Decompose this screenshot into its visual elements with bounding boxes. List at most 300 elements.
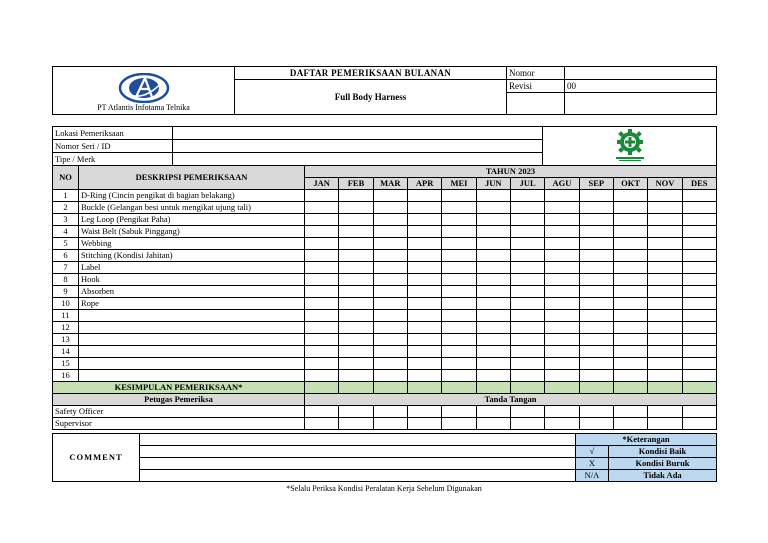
- month-header-agu: AGU: [545, 178, 579, 190]
- check-cell-feb[interactable]: [339, 226, 373, 238]
- signature-cell-des[interactable]: [682, 406, 716, 418]
- check-cell-feb[interactable]: [339, 190, 373, 202]
- check-cell-mei[interactable]: [442, 274, 476, 286]
- check-cell-sep[interactable]: [579, 286, 613, 298]
- check-cell-apr[interactable]: [407, 214, 441, 226]
- check-cell-apr[interactable]: [407, 346, 441, 358]
- check-cell-jul[interactable]: [510, 310, 544, 322]
- item-number: 12: [53, 322, 79, 334]
- check-cell-agu[interactable]: [545, 358, 579, 370]
- check-cell-des[interactable]: [682, 274, 716, 286]
- signature-cell-jun[interactable]: [476, 418, 510, 430]
- legend-text-bad: Kondisi Buruk: [609, 458, 717, 470]
- check-cell-okt[interactable]: [613, 346, 647, 358]
- check-cell-nov[interactable]: [648, 214, 682, 226]
- check-cell-okt[interactable]: [613, 190, 647, 202]
- check-cell-agu[interactable]: [545, 274, 579, 286]
- check-cell-jul[interactable]: [510, 202, 544, 214]
- check-cell-jan[interactable]: [305, 346, 339, 358]
- item-number: 15: [53, 358, 79, 370]
- check-cell-mar[interactable]: [373, 286, 407, 298]
- table-row: [53, 190, 717, 202]
- comment-label: COMMENT: [53, 434, 140, 482]
- check-cell-mei[interactable]: [442, 190, 476, 202]
- check-cell-jun[interactable]: [476, 370, 510, 382]
- check-cell-nov[interactable]: [648, 238, 682, 250]
- item-number: 9: [53, 286, 79, 298]
- check-cell-mar[interactable]: [373, 274, 407, 286]
- check-cell-des[interactable]: [682, 370, 716, 382]
- check-cell-sep[interactable]: [579, 238, 613, 250]
- check-cell-apr[interactable]: [407, 322, 441, 334]
- check-cell-des[interactable]: [682, 250, 716, 262]
- table-row: [53, 226, 717, 238]
- check-cell-jul[interactable]: [510, 298, 544, 310]
- comment-section: [52, 433, 717, 482]
- month-header-des: DES: [682, 178, 716, 190]
- check-cell-apr[interactable]: [407, 262, 441, 274]
- item-description: Waist Belt (Sabuk Pinggang): [79, 226, 305, 238]
- check-cell-jun[interactable]: [476, 286, 510, 298]
- check-cell-jul[interactable]: [510, 286, 544, 298]
- check-cell-apr[interactable]: [407, 358, 441, 370]
- signature-cell-sep[interactable]: [579, 418, 613, 430]
- table-row: [53, 202, 717, 214]
- check-cell-nov[interactable]: [648, 262, 682, 274]
- check-cell-feb[interactable]: [339, 322, 373, 334]
- check-cell-jun[interactable]: [476, 238, 510, 250]
- item-number: 10: [53, 298, 79, 310]
- month-header-jul: JUL: [510, 178, 544, 190]
- comment-line[interactable]: [140, 458, 576, 470]
- check-cell-jun[interactable]: [476, 190, 510, 202]
- check-cell-jul[interactable]: [510, 274, 544, 286]
- check-cell-mei[interactable]: [442, 346, 476, 358]
- check-cell-jun[interactable]: [476, 322, 510, 334]
- check-cell-des[interactable]: [682, 214, 716, 226]
- check-cell-apr[interactable]: [407, 286, 441, 298]
- check-cell-jan[interactable]: [305, 202, 339, 214]
- check-cell-nov[interactable]: [648, 226, 682, 238]
- check-cell-nov[interactable]: [648, 358, 682, 370]
- revisi-value[interactable]: 00: [565, 80, 717, 93]
- kesimpulan-cell-jun[interactable]: [476, 382, 510, 394]
- signature-cell-mei[interactable]: [442, 418, 476, 430]
- check-cell-jan[interactable]: [305, 274, 339, 286]
- check-cell-jul[interactable]: [510, 250, 544, 262]
- check-cell-feb[interactable]: [339, 202, 373, 214]
- check-cell-okt[interactable]: [613, 250, 647, 262]
- table-row: [53, 262, 717, 274]
- check-cell-nov[interactable]: [648, 274, 682, 286]
- seri-label: Nomor Seri / ID: [53, 140, 173, 153]
- legend-symbol-bad: X: [576, 458, 609, 470]
- footnote: *Selalu Periksa Kondisi Peralatan Kerja Sebelum Digunakan: [286, 484, 482, 493]
- item-description: [79, 322, 305, 334]
- signature-cell-jul[interactable]: [510, 406, 544, 418]
- check-cell-jan[interactable]: [305, 358, 339, 370]
- check-cell-agu[interactable]: [545, 202, 579, 214]
- check-cell-mei[interactable]: [442, 250, 476, 262]
- role-label: Supervisor: [53, 418, 305, 430]
- check-cell-mar[interactable]: [373, 190, 407, 202]
- item-description: Leg Loop (Pengikat Paha): [79, 214, 305, 226]
- check-cell-mar[interactable]: [373, 322, 407, 334]
- check-cell-mar[interactable]: [373, 310, 407, 322]
- check-cell-sep[interactable]: [579, 334, 613, 346]
- check-cell-feb[interactable]: [339, 262, 373, 274]
- check-cell-mei[interactable]: [442, 202, 476, 214]
- check-cell-jan[interactable]: [305, 310, 339, 322]
- check-cell-feb[interactable]: [339, 358, 373, 370]
- kesimpulan-row: [53, 382, 717, 394]
- check-cell-agu[interactable]: [545, 370, 579, 382]
- check-cell-feb[interactable]: [339, 310, 373, 322]
- signature-cell-apr[interactable]: [407, 406, 441, 418]
- table-row: [53, 322, 717, 334]
- check-cell-agu[interactable]: [545, 298, 579, 310]
- check-cell-jul[interactable]: [510, 226, 544, 238]
- check-cell-okt[interactable]: [613, 286, 647, 298]
- item-number: 5: [53, 238, 79, 250]
- check-cell-sep[interactable]: [579, 322, 613, 334]
- check-cell-apr[interactable]: [407, 238, 441, 250]
- item-description: [79, 358, 305, 370]
- check-cell-apr[interactable]: [407, 226, 441, 238]
- check-cell-feb[interactable]: [339, 250, 373, 262]
- check-cell-des[interactable]: [682, 310, 716, 322]
- check-cell-okt[interactable]: [613, 358, 647, 370]
- check-cell-jul[interactable]: [510, 190, 544, 202]
- check-cell-sep[interactable]: [579, 250, 613, 262]
- check-cell-feb[interactable]: [339, 238, 373, 250]
- check-cell-jun[interactable]: [476, 214, 510, 226]
- tipe-field[interactable]: [173, 153, 543, 166]
- kesimpulan-cell-mar[interactable]: [373, 382, 407, 394]
- check-cell-jan[interactable]: [305, 334, 339, 346]
- check-cell-feb[interactable]: [339, 334, 373, 346]
- check-cell-mei[interactable]: [442, 298, 476, 310]
- check-cell-apr[interactable]: [407, 250, 441, 262]
- month-header-jan: JAN: [305, 178, 339, 190]
- check-cell-des[interactable]: [682, 202, 716, 214]
- check-cell-sep[interactable]: [579, 262, 613, 274]
- table-row: [53, 310, 717, 322]
- col-no-header: NO: [53, 166, 79, 190]
- check-cell-agu[interactable]: [545, 190, 579, 202]
- month-header-sep: SEP: [579, 178, 613, 190]
- check-cell-apr[interactable]: [407, 310, 441, 322]
- check-cell-mei[interactable]: [442, 226, 476, 238]
- check-cell-okt[interactable]: [613, 274, 647, 286]
- month-header-mei: MEI: [442, 178, 476, 190]
- kesimpulan-cell-jan[interactable]: [305, 382, 339, 394]
- item-description: Rope: [79, 298, 305, 310]
- check-cell-mei[interactable]: [442, 214, 476, 226]
- signature-cell-mei[interactable]: [442, 406, 476, 418]
- check-cell-mar[interactable]: [373, 346, 407, 358]
- check-cell-agu[interactable]: [545, 226, 579, 238]
- nomor-label: Nomor: [507, 67, 565, 80]
- signature-cell-okt[interactable]: [613, 406, 647, 418]
- check-cell-agu[interactable]: [545, 322, 579, 334]
- check-cell-agu[interactable]: [545, 214, 579, 226]
- nomor-value[interactable]: [565, 67, 717, 80]
- check-cell-okt[interactable]: [613, 310, 647, 322]
- kesimpulan-cell-jul[interactable]: [510, 382, 544, 394]
- check-cell-sep[interactable]: [579, 370, 613, 382]
- item-description: [79, 310, 305, 322]
- check-cell-mei[interactable]: [442, 334, 476, 346]
- check-cell-apr[interactable]: [407, 190, 441, 202]
- signature-cell-jun[interactable]: [476, 406, 510, 418]
- check-cell-mei[interactable]: [442, 370, 476, 382]
- signature-cell-feb[interactable]: [339, 406, 373, 418]
- check-cell-jan[interactable]: [305, 238, 339, 250]
- comment-line[interactable]: [140, 446, 576, 458]
- kesimpulan-cell-apr[interactable]: [407, 382, 441, 394]
- check-cell-mar[interactable]: [373, 238, 407, 250]
- check-cell-mar[interactable]: [373, 370, 407, 382]
- check-cell-sep[interactable]: [579, 274, 613, 286]
- check-cell-feb[interactable]: [339, 298, 373, 310]
- item-description: [79, 334, 305, 346]
- check-cell-apr[interactable]: [407, 334, 441, 346]
- check-cell-nov[interactable]: [648, 346, 682, 358]
- signature-cell-jul[interactable]: [510, 418, 544, 430]
- check-cell-des[interactable]: [682, 346, 716, 358]
- check-cell-okt[interactable]: [613, 238, 647, 250]
- signature-cell-mar[interactable]: [373, 418, 407, 430]
- check-cell-sep[interactable]: [579, 346, 613, 358]
- check-cell-sep[interactable]: [579, 358, 613, 370]
- table-row: [53, 286, 717, 298]
- signature-cell-agu[interactable]: [545, 406, 579, 418]
- check-cell-okt[interactable]: [613, 214, 647, 226]
- check-cell-jun[interactable]: [476, 298, 510, 310]
- legend-symbol-good: √: [576, 446, 609, 458]
- item-description: D-Ring (Cincin pengikat di bagian belakang): [79, 190, 305, 202]
- check-cell-jan[interactable]: [305, 322, 339, 334]
- check-cell-des[interactable]: [682, 190, 716, 202]
- check-cell-mei[interactable]: [442, 310, 476, 322]
- check-cell-agu[interactable]: [545, 286, 579, 298]
- check-cell-jun[interactable]: [476, 274, 510, 286]
- check-cell-feb[interactable]: [339, 370, 373, 382]
- check-cell-nov[interactable]: [648, 298, 682, 310]
- col-desc-header: DESKRIPSI PEMERIKSAAN: [79, 166, 305, 190]
- check-cell-nov[interactable]: [648, 334, 682, 346]
- check-cell-nov[interactable]: [648, 286, 682, 298]
- item-number: 16: [53, 370, 79, 382]
- check-cell-mar[interactable]: [373, 262, 407, 274]
- check-cell-sep[interactable]: [579, 190, 613, 202]
- check-cell-sep[interactable]: [579, 298, 613, 310]
- equipment-info: [52, 126, 717, 166]
- check-cell-mar[interactable]: [373, 226, 407, 238]
- item-description: Absorben: [79, 286, 305, 298]
- item-description: Buckle (Gelangan besi untuk mengikat ujung tali): [79, 202, 305, 214]
- check-cell-jan[interactable]: [305, 226, 339, 238]
- table-row: [53, 274, 717, 286]
- check-cell-des[interactable]: [682, 298, 716, 310]
- kesimpulan-cell-okt[interactable]: [613, 382, 647, 394]
- check-cell-des[interactable]: [682, 238, 716, 250]
- check-cell-mei[interactable]: [442, 358, 476, 370]
- check-cell-sep[interactable]: [579, 214, 613, 226]
- check-cell-mar[interactable]: [373, 298, 407, 310]
- check-cell-jan[interactable]: [305, 190, 339, 202]
- check-cell-nov[interactable]: [648, 370, 682, 382]
- table-row: [53, 346, 717, 358]
- legend-symbol-na: N/A: [576, 470, 609, 482]
- check-cell-jun[interactable]: [476, 334, 510, 346]
- kesimpulan-label: KESIMPULAN PEMERIKSAAN*: [53, 382, 305, 394]
- check-cell-mar[interactable]: [373, 358, 407, 370]
- k3-safety-gear-icon: [610, 128, 650, 162]
- signature-cell-sep[interactable]: [579, 406, 613, 418]
- comment-line[interactable]: [140, 470, 576, 482]
- item-number: 11: [53, 310, 79, 322]
- seri-field[interactable]: [173, 140, 543, 153]
- check-cell-des[interactable]: [682, 322, 716, 334]
- check-cell-feb[interactable]: [339, 346, 373, 358]
- check-cell-jun[interactable]: [476, 262, 510, 274]
- document-header: [52, 66, 717, 115]
- check-cell-jun[interactable]: [476, 250, 510, 262]
- check-cell-agu[interactable]: [545, 310, 579, 322]
- check-cell-jul[interactable]: [510, 214, 544, 226]
- comment-line[interactable]: [140, 434, 576, 446]
- check-cell-jan[interactable]: [305, 250, 339, 262]
- item-description: Stitching (Kondisi Jahitan): [79, 250, 305, 262]
- signature-cell-des[interactable]: [682, 418, 716, 430]
- check-cell-agu[interactable]: [545, 250, 579, 262]
- check-cell-des[interactable]: [682, 286, 716, 298]
- item-number: 1: [53, 190, 79, 202]
- check-cell-nov[interactable]: [648, 202, 682, 214]
- check-cell-jun[interactable]: [476, 226, 510, 238]
- check-cell-des[interactable]: [682, 358, 716, 370]
- petugas-header: Petugas Pemeriksa: [53, 394, 305, 406]
- check-cell-nov[interactable]: [648, 322, 682, 334]
- lokasi-label: Lokasi Pemeriksaan: [53, 127, 173, 140]
- check-cell-nov[interactable]: [648, 250, 682, 262]
- signature-cell-apr[interactable]: [407, 418, 441, 430]
- check-cell-sep[interactable]: [579, 202, 613, 214]
- check-cell-jun[interactable]: [476, 358, 510, 370]
- check-cell-okt[interactable]: [613, 226, 647, 238]
- signature-cell-okt[interactable]: [613, 418, 647, 430]
- kesimpulan-cell-mei[interactable]: [442, 382, 476, 394]
- signature-row: [53, 406, 717, 418]
- check-cell-jun[interactable]: [476, 346, 510, 358]
- check-cell-jan[interactable]: [305, 262, 339, 274]
- atlantis-logo-icon: [117, 73, 171, 103]
- table-row: [53, 370, 717, 382]
- check-cell-okt[interactable]: [613, 334, 647, 346]
- check-cell-mei[interactable]: [442, 262, 476, 274]
- signature-cell-nov[interactable]: [648, 418, 682, 430]
- kesimpulan-cell-nov[interactable]: [648, 382, 682, 394]
- check-cell-nov[interactable]: [648, 310, 682, 322]
- check-cell-okt[interactable]: [613, 370, 647, 382]
- check-cell-jul[interactable]: [510, 358, 544, 370]
- check-cell-mei[interactable]: [442, 286, 476, 298]
- signature-cell-jan[interactable]: [305, 406, 339, 418]
- check-cell-okt[interactable]: [613, 298, 647, 310]
- check-cell-jul[interactable]: [510, 238, 544, 250]
- check-cell-des[interactable]: [682, 226, 716, 238]
- check-cell-mar[interactable]: [373, 334, 407, 346]
- item-number: 4: [53, 226, 79, 238]
- check-cell-mar[interactable]: [373, 250, 407, 262]
- check-cell-jan[interactable]: [305, 286, 339, 298]
- check-cell-jan[interactable]: [305, 298, 339, 310]
- check-cell-mar[interactable]: [373, 202, 407, 214]
- check-cell-okt[interactable]: [613, 202, 647, 214]
- check-cell-des[interactable]: [682, 334, 716, 346]
- check-cell-okt[interactable]: [613, 322, 647, 334]
- check-cell-apr[interactable]: [407, 202, 441, 214]
- item-number: 14: [53, 346, 79, 358]
- signature-cell-nov[interactable]: [648, 406, 682, 418]
- check-cell-nov[interactable]: [648, 190, 682, 202]
- check-cell-apr[interactable]: [407, 298, 441, 310]
- signature-cell-mar[interactable]: [373, 406, 407, 418]
- check-cell-jan[interactable]: [305, 214, 339, 226]
- check-cell-feb[interactable]: [339, 286, 373, 298]
- item-number: 13: [53, 334, 79, 346]
- check-cell-mar[interactable]: [373, 214, 407, 226]
- item-description: [79, 346, 305, 358]
- kesimpulan-cell-des[interactable]: [682, 382, 716, 394]
- check-cell-jul[interactable]: [510, 334, 544, 346]
- check-cell-feb[interactable]: [339, 214, 373, 226]
- check-cell-mei[interactable]: [442, 238, 476, 250]
- lokasi-field[interactable]: [173, 127, 543, 140]
- check-cell-apr[interactable]: [407, 274, 441, 286]
- check-cell-jan[interactable]: [305, 370, 339, 382]
- check-cell-des[interactable]: [682, 262, 716, 274]
- kesimpulan-cell-feb[interactable]: [339, 382, 373, 394]
- check-cell-agu[interactable]: [545, 238, 579, 250]
- check-cell-mei[interactable]: [442, 322, 476, 334]
- check-cell-feb[interactable]: [339, 274, 373, 286]
- check-cell-agu[interactable]: [545, 262, 579, 274]
- kesimpulan-cell-sep[interactable]: [579, 382, 613, 394]
- check-cell-jun[interactable]: [476, 202, 510, 214]
- kesimpulan-cell-agu[interactable]: [545, 382, 579, 394]
- signature-cell-jan[interactable]: [305, 418, 339, 430]
- month-header-feb: FEB: [339, 178, 373, 190]
- check-cell-okt[interactable]: [613, 262, 647, 274]
- check-cell-jul[interactable]: [510, 370, 544, 382]
- check-cell-agu[interactable]: [545, 334, 579, 346]
- check-cell-jul[interactable]: [510, 346, 544, 358]
- check-cell-agu[interactable]: [545, 346, 579, 358]
- ttd-header: Tanda Tangan: [305, 394, 717, 406]
- check-cell-sep[interactable]: [579, 226, 613, 238]
- signature-cell-agu[interactable]: [545, 418, 579, 430]
- item-description: Label: [79, 262, 305, 274]
- check-cell-jul[interactable]: [510, 262, 544, 274]
- check-cell-jul[interactable]: [510, 322, 544, 334]
- check-cell-sep[interactable]: [579, 310, 613, 322]
- signature-cell-feb[interactable]: [339, 418, 373, 430]
- check-cell-jun[interactable]: [476, 310, 510, 322]
- check-cell-apr[interactable]: [407, 370, 441, 382]
